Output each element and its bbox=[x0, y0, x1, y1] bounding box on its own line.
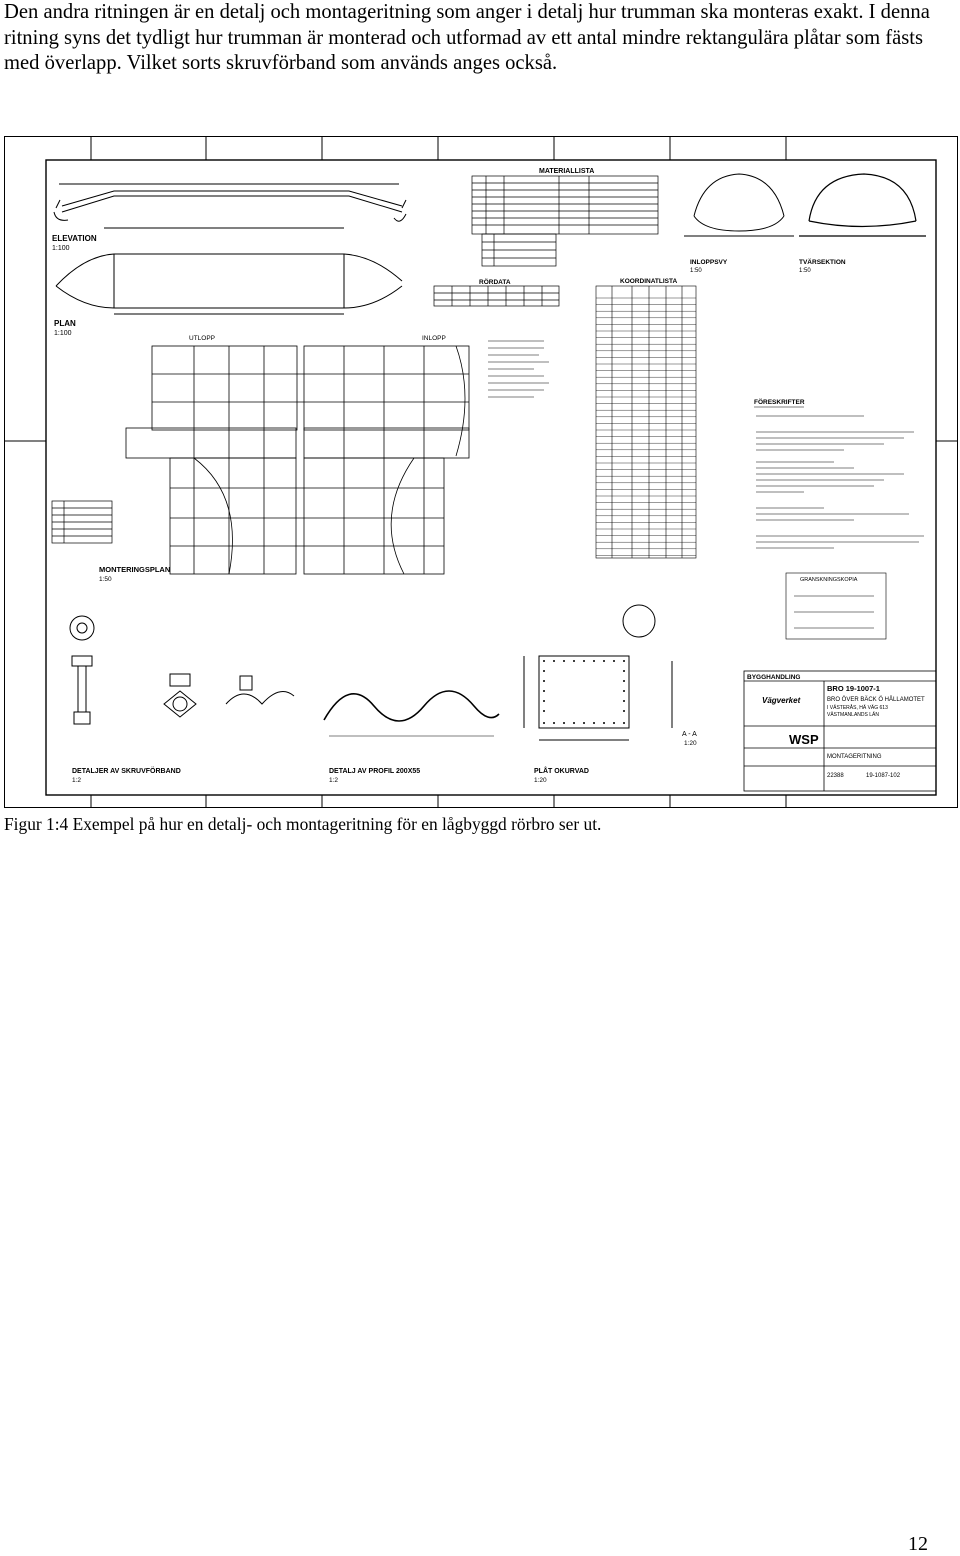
plan-label: PLAN bbox=[54, 319, 76, 328]
bro-description: BRO ÖVER BÄCK Ö HÅLLAMOTET bbox=[827, 697, 925, 703]
tvarsektion-scale: 1:50 bbox=[799, 268, 811, 274]
inlopp-label: INLOPP bbox=[422, 335, 446, 342]
plat-label: PLÅT OKURVAD bbox=[534, 768, 589, 775]
wsp-logo-text: WSP bbox=[789, 732, 819, 747]
rordata-title: RÖRDATA bbox=[479, 279, 511, 286]
tvarsektion-label: TVÄRSEKTION bbox=[799, 259, 846, 266]
drawing-number: 19-1087-102 bbox=[866, 773, 901, 779]
drawing-type: MONTAGERITNING bbox=[827, 754, 882, 760]
section-aa-scale: 1:20 bbox=[684, 740, 697, 747]
materiallista-title: MATERIALLISTA bbox=[539, 168, 595, 175]
page-number: 12 bbox=[908, 1533, 928, 1555]
project-number: 22388 bbox=[827, 773, 844, 779]
foreskrifter-title: FÖRESKRIFTER bbox=[754, 399, 805, 406]
inloppsvy-scale: 1:50 bbox=[690, 268, 702, 274]
section-aa-label: A - A bbox=[682, 731, 697, 738]
koordinatlista-title: KOORDINATLISTA bbox=[620, 278, 678, 285]
montage-plan-label: MONTERINGSPLAN bbox=[99, 565, 171, 574]
bro-number: BRO 19-1007-1 bbox=[827, 684, 880, 693]
vagverket-logo-text: Vägverket bbox=[762, 696, 801, 705]
bygghandling-label: BYGGHANDLING bbox=[747, 674, 801, 681]
profil-label: DETALJ AV PROFIL 200X55 bbox=[329, 768, 421, 775]
plan-scale: 1:100 bbox=[54, 330, 72, 337]
engineering-drawing-figure bbox=[4, 136, 958, 808]
skruv-scale: 1:2 bbox=[72, 777, 82, 784]
montage-plan-scale: 1:50 bbox=[99, 576, 112, 583]
bro-county: VÄSTMANLANDS LÄN bbox=[827, 712, 879, 718]
figure-caption: Figur 1:4 Exempel på hur en detalj- och montageritning för en lågbyggd rörbro ser ut. bbox=[4, 814, 602, 834]
intro-paragraph: Den andra ritningen är en detalj och montageritning som anger i detalj hur trumman ska monteras exakt. I denna ritning syns det tydligt hur trumman är monterad och utformad av ett antal mindre rektangulära plåtar som fästs med överlapp. Vilket sorts skruvförband som används anges också. bbox=[4, 1, 930, 74]
inloppsvy-label: INLOPPSVY bbox=[690, 259, 728, 266]
montage-drawing bbox=[4, 136, 958, 808]
bro-location: I VÄSTERÅS, HÄ VÄG 613 bbox=[827, 705, 888, 711]
plat-scale: 1:20 bbox=[534, 777, 547, 784]
utlopp-label: UTLOPP bbox=[189, 335, 216, 342]
elevation-scale: 1:100 bbox=[52, 245, 70, 252]
elevation-label: ELEVATION bbox=[52, 234, 97, 243]
skruv-label: DETALJER AV SKRUVFÖRBAND bbox=[72, 768, 181, 775]
granskning-title: GRANSKNINGSKOPIA bbox=[800, 577, 858, 583]
profil-scale: 1:2 bbox=[329, 777, 339, 784]
